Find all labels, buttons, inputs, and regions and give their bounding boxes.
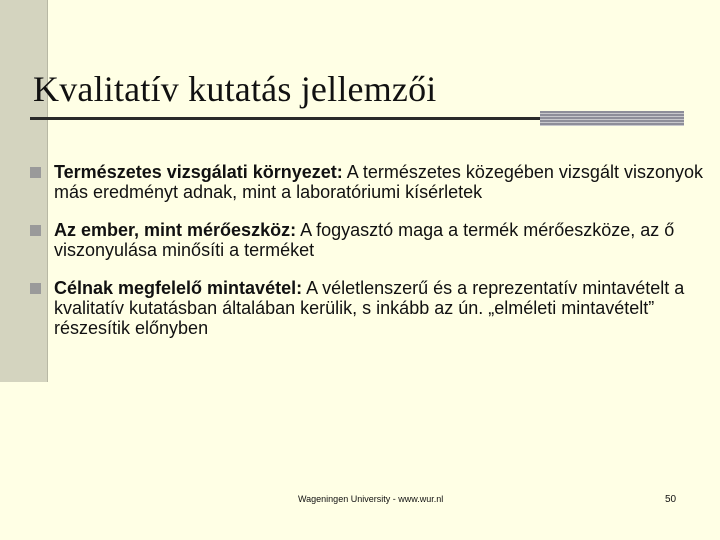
slide-title: Kvalitatív kutatás jellemzői xyxy=(33,69,437,109)
bullet-item xyxy=(30,162,710,202)
bullet-text: A fogyasztó maga a termék mérőeszköze, az ő viszonyulása minősíti a terméket xyxy=(54,220,675,260)
bullet-list xyxy=(30,162,710,356)
title-accent-block xyxy=(540,111,684,126)
title-underline xyxy=(30,117,540,120)
bullet-term: Természetes vizsgálati környezet: xyxy=(54,162,343,182)
square-bullet-icon xyxy=(30,283,41,294)
bullet-term: Célnak megfelelő mintavétel: xyxy=(54,278,303,298)
bullet-item xyxy=(30,278,710,338)
square-bullet-icon xyxy=(30,167,41,178)
bullet-text: A természetes közegében vizsgált viszonyok más eredményt adnak, mint a laboratóriumi kísérletek xyxy=(54,162,703,202)
slide-footer: Wageningen University - www.wur.nl xyxy=(298,494,444,504)
bullet-item xyxy=(30,220,710,260)
bullet-text: A véletlenszerű és a reprezentatív mintavételt a kvalitatív kutatásban általában kerülik, s inkább az ún. „elméleti mintavételt” részesítik előnyben xyxy=(54,278,685,338)
square-bullet-icon xyxy=(30,225,41,236)
bullet-term: Az ember, mint mérőeszköz: xyxy=(54,220,297,240)
page-number: 50 xyxy=(665,494,677,505)
